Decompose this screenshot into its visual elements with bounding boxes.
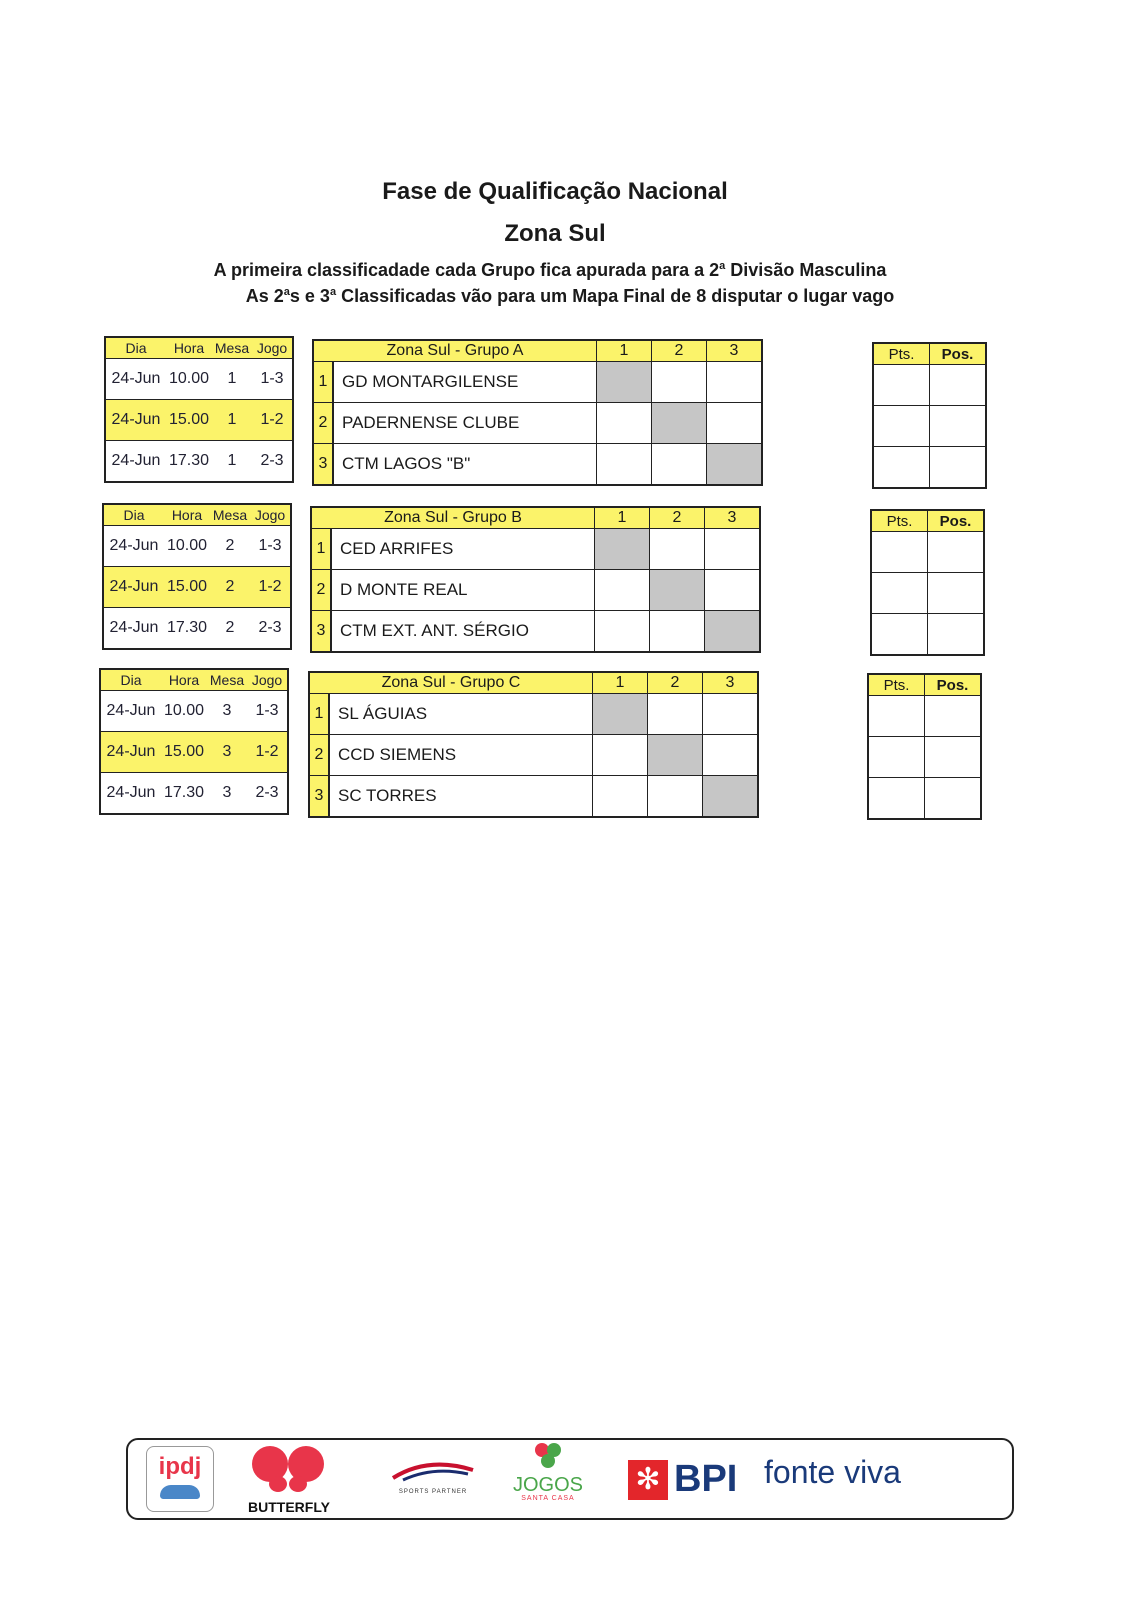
- result-cell-disabled: [593, 694, 648, 735]
- col-dia: Dia: [103, 504, 164, 526]
- game-hora: 10.00: [161, 691, 207, 732]
- col-pts: Pts.: [871, 510, 928, 532]
- page-subtitle: Zona Sul: [504, 220, 606, 247]
- game-row: [103, 526, 291, 567]
- result-cell-disabled: [703, 776, 759, 818]
- result-col-1: 1: [593, 672, 648, 694]
- game-jogo: 1-2: [252, 400, 293, 441]
- swoosh-icon: [388, 1460, 478, 1484]
- schedule-table: [99, 668, 289, 815]
- col-pts: Pts.: [873, 343, 930, 365]
- result-cell[interactable]: [597, 444, 652, 486]
- team-name: CCD SIEMENS: [329, 735, 593, 776]
- result-cell[interactable]: [650, 611, 705, 653]
- points-cell[interactable]: [868, 778, 925, 820]
- group-header-row: [309, 672, 758, 694]
- result-cell-disabled: [648, 735, 703, 776]
- points-cell[interactable]: [868, 696, 925, 737]
- result-cell[interactable]: [707, 362, 763, 403]
- col-dia: Dia: [100, 669, 161, 691]
- team-name: CED ARRIFES: [331, 529, 595, 570]
- team-row: [309, 776, 758, 818]
- result-cell[interactable]: [595, 570, 650, 611]
- game-row: [105, 441, 293, 483]
- team-name: CTM LAGOS "B": [333, 444, 597, 486]
- game-row: [105, 400, 293, 441]
- result-cell-disabled: [597, 362, 652, 403]
- points-cell[interactable]: [873, 406, 930, 447]
- col-jogo: Jogo: [250, 504, 291, 526]
- points-table: [867, 673, 982, 820]
- fonte-viva-logo: [764, 1454, 964, 1504]
- result-cell-disabled: [707, 444, 763, 486]
- fonte-viva-text: fonte viva: [764, 1454, 901, 1490]
- team-row: [313, 444, 762, 486]
- game-hora: 17.30: [161, 773, 207, 815]
- team-number: 2: [311, 570, 331, 611]
- game-dia: 24-Jun: [100, 691, 161, 732]
- game-mesa: 3: [207, 732, 247, 773]
- group-header-row: [313, 340, 762, 362]
- game-row: [100, 691, 288, 732]
- result-cell[interactable]: [703, 735, 759, 776]
- result-col-1: 1: [595, 507, 650, 529]
- col-jogo: Jogo: [247, 669, 288, 691]
- game-jogo: 1-3: [250, 526, 291, 567]
- team-number: 1: [309, 694, 329, 735]
- game-jogo: 1-2: [250, 567, 291, 608]
- points-row: [868, 696, 981, 737]
- team-name: D MONTE REAL: [331, 570, 595, 611]
- game-dia: 24-Jun: [103, 608, 164, 650]
- ipdj-emblem-icon: [160, 1485, 200, 1499]
- group-table: [308, 671, 759, 818]
- points-header-row: [873, 343, 986, 365]
- col-mesa: Mesa: [212, 337, 252, 359]
- game-jogo: 1-3: [247, 691, 288, 732]
- result-cell-disabled: [650, 570, 705, 611]
- result-cell[interactable]: [707, 403, 763, 444]
- ipdj-logo-text: ipdj: [158, 1453, 202, 1480]
- group-title: Zona Sul - Grupo A: [313, 340, 597, 362]
- game-mesa: 1: [212, 359, 252, 400]
- butterfly-text: BUTTERFLY: [248, 1499, 330, 1515]
- result-cell[interactable]: [652, 362, 707, 403]
- butterfly-logo: [248, 1444, 328, 1514]
- sports-partner-logo: [388, 1460, 478, 1500]
- clover-icon: [528, 1440, 568, 1470]
- game-dia: 24-Jun: [105, 359, 166, 400]
- game-row: [100, 773, 288, 815]
- position-cell[interactable]: [925, 778, 982, 820]
- col-pts: Pts.: [868, 674, 925, 696]
- result-cell[interactable]: [595, 611, 650, 653]
- col-jogo: Jogo: [252, 337, 293, 359]
- group-title: Zona Sul - Grupo C: [309, 672, 593, 694]
- team-row: [309, 694, 758, 735]
- position-cell[interactable]: [930, 365, 987, 406]
- game-mesa: 2: [210, 526, 250, 567]
- team-number: 1: [311, 529, 331, 570]
- position-cell[interactable]: [925, 737, 982, 778]
- result-cell[interactable]: [648, 776, 703, 818]
- points-cell[interactable]: [871, 573, 928, 614]
- points-cell[interactable]: [871, 614, 928, 656]
- team-row: [311, 529, 760, 570]
- jogos-text: JOGOS: [512, 1474, 583, 1496]
- col-mesa: Mesa: [210, 504, 250, 526]
- team-row: [309, 735, 758, 776]
- game-jogo: 1-2: [247, 732, 288, 773]
- game-dia: 24-Jun: [103, 526, 164, 567]
- result-cell[interactable]: [593, 735, 648, 776]
- points-row: [873, 447, 986, 489]
- points-table: [870, 509, 985, 656]
- col-pos: Pos.: [930, 343, 987, 365]
- points-header-row: [871, 510, 984, 532]
- points-row: [873, 365, 986, 406]
- schedule-header-row: [105, 337, 293, 359]
- team-number: 3: [311, 611, 331, 653]
- team-name: CTM EXT. ANT. SÉRGIO: [331, 611, 595, 653]
- game-mesa: 2: [210, 608, 250, 650]
- jogos-subtext: SANTA CASA: [521, 1495, 575, 1502]
- points-cell[interactable]: [871, 532, 928, 573]
- game-mesa: 1: [212, 441, 252, 483]
- col-hora: Hora: [164, 504, 210, 526]
- position-cell[interactable]: [928, 573, 985, 614]
- result-col-1: 1: [597, 340, 652, 362]
- game-hora: 17.30: [164, 608, 210, 650]
- result-col-3: 3: [705, 507, 761, 529]
- col-pos: Pos.: [928, 510, 985, 532]
- team-row: [313, 362, 762, 403]
- game-dia: 24-Jun: [105, 441, 166, 483]
- team-row: [311, 570, 760, 611]
- result-cell[interactable]: [650, 529, 705, 570]
- schedule-table: [104, 336, 294, 483]
- result-cell[interactable]: [648, 694, 703, 735]
- position-cell[interactable]: [928, 614, 985, 656]
- sports-partner-text: SPORTS PARTNER: [398, 1489, 468, 1495]
- game-mesa: 2: [210, 567, 250, 608]
- page-title: Fase de Qualificação Nacional: [382, 178, 728, 205]
- result-cell-disabled: [595, 529, 650, 570]
- team-name: GD MONTARGILENSE: [333, 362, 597, 403]
- group-header-row: [311, 507, 760, 529]
- position-cell[interactable]: [925, 696, 982, 737]
- result-cell[interactable]: [593, 776, 648, 818]
- butterfly-icon: [248, 1444, 328, 1494]
- team-name: PADERNENSE CLUBE: [333, 403, 597, 444]
- col-dia: Dia: [105, 337, 166, 359]
- points-row: [871, 614, 984, 656]
- team-name: SC TORRES: [329, 776, 593, 818]
- points-cell[interactable]: [873, 447, 930, 489]
- game-row: [100, 732, 288, 773]
- game-hora: 15.00: [164, 567, 210, 608]
- points-row: [871, 532, 984, 573]
- game-row: [103, 608, 291, 650]
- points-row: [868, 778, 981, 820]
- game-jogo: 2-3: [250, 608, 291, 650]
- points-header-row: [868, 674, 981, 696]
- team-number: 3: [313, 444, 333, 486]
- result-cell-disabled: [652, 403, 707, 444]
- points-row: [871, 573, 984, 614]
- game-jogo: 1-3: [252, 359, 293, 400]
- result-cell[interactable]: [597, 403, 652, 444]
- game-mesa: 3: [207, 691, 247, 732]
- game-dia: 24-Jun: [103, 567, 164, 608]
- game-mesa: 3: [207, 773, 247, 815]
- ipdj-logo: [146, 1446, 214, 1512]
- result-col-2: 2: [648, 672, 703, 694]
- points-row: [873, 406, 986, 447]
- col-mesa: Mesa: [207, 669, 247, 691]
- result-col-3: 3: [703, 672, 759, 694]
- game-jogo: 2-3: [247, 773, 288, 815]
- game-dia: 24-Jun: [100, 732, 161, 773]
- game-hora: 10.00: [164, 526, 210, 567]
- team-number: 3: [309, 776, 329, 818]
- result-col-3: 3: [707, 340, 763, 362]
- result-cell[interactable]: [705, 529, 761, 570]
- sponsors-banner: [126, 1438, 1014, 1520]
- game-dia: 24-Jun: [100, 773, 161, 815]
- schedule-header-row: [103, 504, 291, 526]
- game-hora: 10.00: [166, 359, 212, 400]
- game-jogo: 2-3: [252, 441, 293, 483]
- result-cell[interactable]: [652, 444, 707, 486]
- team-row: [313, 403, 762, 444]
- points-cell[interactable]: [873, 365, 930, 406]
- team-number: 2: [313, 403, 333, 444]
- position-cell[interactable]: [928, 532, 985, 573]
- qualification-rule-2: As 2$^a$s e 3$^a$ Classificadas vão para um Mapa Final de 8 disputar o lugar vago: [245, 286, 895, 306]
- team-number: 2: [309, 735, 329, 776]
- game-row: [103, 567, 291, 608]
- jogos-santa-casa-logo: [508, 1440, 588, 1516]
- col-pos: Pos.: [925, 674, 982, 696]
- game-hora: 15.00: [161, 732, 207, 773]
- qualification-rule-1: A primeira classificadade cada Grupo fica apurada para a 2$^a$ Divisão Masculina: [213, 260, 887, 280]
- result-cell[interactable]: [705, 570, 761, 611]
- result-col-2: 2: [650, 507, 705, 529]
- team-name: SL ÁGUIAS: [329, 694, 593, 735]
- points-cell[interactable]: [868, 737, 925, 778]
- team-row: [311, 611, 760, 653]
- bpi-text: BPI: [674, 1458, 738, 1500]
- result-cell[interactable]: [703, 694, 759, 735]
- bpi-logo: [628, 1458, 738, 1502]
- result-col-2: 2: [652, 340, 707, 362]
- game-mesa: 1: [212, 400, 252, 441]
- bpi-star-icon: ✻: [628, 1460, 668, 1500]
- game-hora: 17.30: [166, 441, 212, 483]
- schedule-header-row: [100, 669, 288, 691]
- game-hora: 15.00: [166, 400, 212, 441]
- col-hora: Hora: [161, 669, 207, 691]
- position-cell[interactable]: [930, 447, 987, 489]
- game-row: [105, 359, 293, 400]
- schedule-table: [102, 503, 292, 650]
- group-title: Zona Sul - Grupo B: [311, 507, 595, 529]
- game-dia: 24-Jun: [105, 400, 166, 441]
- group-table: [310, 506, 761, 653]
- col-hora: Hora: [166, 337, 212, 359]
- points-row: [868, 737, 981, 778]
- group-table: [312, 339, 763, 486]
- result-cell-disabled: [705, 611, 761, 653]
- points-table: [872, 342, 987, 489]
- position-cell[interactable]: [930, 406, 987, 447]
- team-number: 1: [313, 362, 333, 403]
